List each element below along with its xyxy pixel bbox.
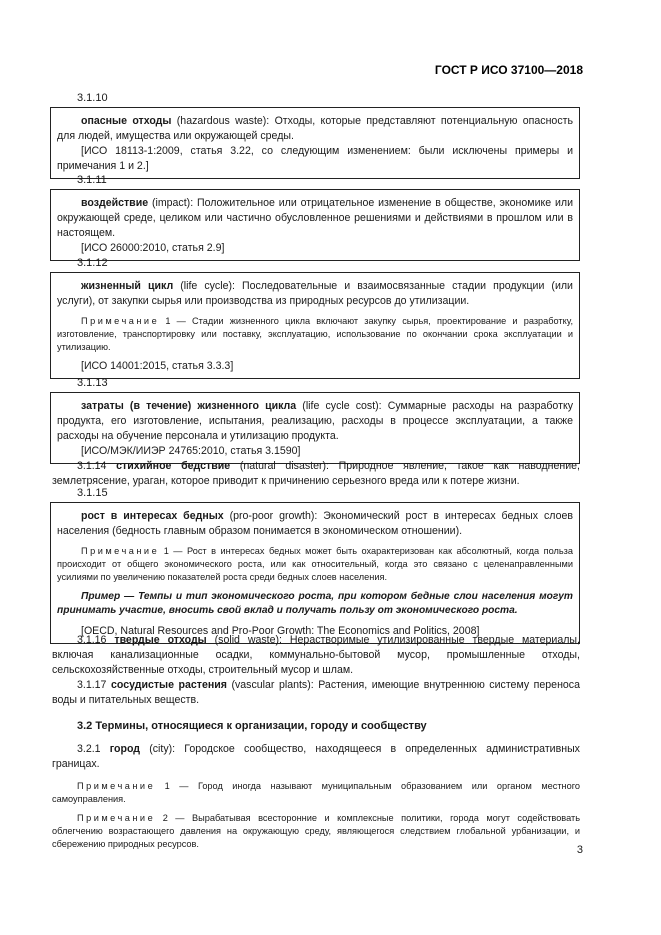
- section-title: 3.2 Термины, относящиеся к организации, городу и сообществу: [77, 720, 427, 732]
- note: Примечание 2 — Вырабатывая всесторонние и комплексные политики, города могут содействовать облегчению возрастающего давления на окружающую среду, являющегося следствием глобальной урбанизации, и сбережению природных ресурсов.: [52, 813, 580, 849]
- definition: 3.1.16 твердые отходы (solid waste): Нерастворимые утилизированные твердые материалы, включая канализационные осадки, коммунально-бытовой мусор, промышленные отходы, сельскохозяйственные отходы, строительный мусор и шлам.: [52, 634, 580, 676]
- page-number: 3: [576, 844, 583, 856]
- definition: 3.1.14 стихийное бедствие (natural disaster): Природное явление, такое как наводнение, землетрясение, ураган, которое приводит к причинению серьезного вреда или к потере жизни.: [52, 460, 580, 487]
- entry-number: 3.1.10: [77, 92, 108, 104]
- source-reference: [ИСО 26000:2010, статья 2.9]: [81, 242, 225, 254]
- term: стихийное бедствие: [116, 460, 231, 472]
- term-box-life-cycle: [50, 272, 580, 379]
- source-reference: [ИСО 18113-1:2009, статья 3.22, со следующим изменением: были исключены примеры и примечания 1 и 2.]: [57, 145, 573, 172]
- definition: воздействие (impact): Положительное или отрицательное изменение в обществе, экономике или окружающей среде, целиком или частично обусловленное решениями и действиями в прошлом или в настоящем.: [57, 197, 573, 239]
- definition: 3.2.1 город (city): Городское сообщество, находящееся в определенных административных границах.: [52, 743, 580, 770]
- entry-number: 3.1.12: [77, 257, 108, 269]
- entry-natural-disaster: [52, 459, 580, 489]
- note: Примечание 1 — Стадии жизненного цикла включают закупку сырья, проектирование и разработку, изготовление, транспортировку или поставку, эксплуатацию, использование по окончании срока эксплуатации и утилизацию.: [57, 316, 573, 352]
- term: опасные отходы: [81, 115, 172, 127]
- note: Примечание 1 — Город иногда называют муниципальным образованием или органом местного самоуправления.: [52, 781, 580, 804]
- term: воздействие: [81, 197, 149, 209]
- definition: опасные отходы (hazardous waste): Отходы, которые представляют потенциальную опасность для людей, имущества или окружающей среды.: [57, 115, 573, 142]
- source-reference: [ИСО 14001:2015, статья 3.3.3]: [81, 360, 234, 372]
- definition: 3.1.17 сосудистые растения (vascular plants): Растения, имеющие внутреннюю систему переноса воды и питательных веществ.: [52, 679, 580, 706]
- term-box-hazardous-waste: [50, 107, 580, 179]
- source-reference: [OECD, Natural Resources and Pro-Poor Growth: The Economics and Politics, 2008]: [81, 625, 480, 637]
- term: твердые отходы: [114, 634, 207, 646]
- definition: рост в интересах бедных (pro-poor growth): Экономический рост в интересах бедных слоев населения (бедность главным образом понимается в экономическом отношении).: [57, 510, 574, 537]
- term-box-impact: [50, 189, 580, 261]
- document-header: ГОСТ Р ИСО 37100—2018: [434, 63, 583, 77]
- term: город: [109, 743, 141, 755]
- entry-number: 3.1.11: [77, 174, 107, 186]
- entry-number: 3.1.13: [77, 377, 108, 389]
- term: жизненный цикл: [81, 280, 174, 292]
- term: рост в интересах бедных: [81, 510, 224, 522]
- section-3-2: [52, 719, 580, 856]
- term: сосудистые растения: [111, 679, 227, 691]
- definition: затраты (в течение) жизненного цикла (life cycle cost): Суммарные расходы на разработку продукта, его изготовление, испытания, реализацию, расходы в процессе эксплуатации, а также расходы на обучение персонала и утилизацию продукта.: [57, 400, 573, 442]
- entry-number: 3.1.15: [77, 487, 108, 499]
- term: затраты (в течение) жизненного цикла: [81, 400, 297, 412]
- definition: жизненный цикл (life cycle): Последовательные и взаимосвязанные стадии продукции (или услуги), от закупки сырья или производства из природных ресурсов до утилизации.: [57, 280, 573, 307]
- source-reference: [ИСО/МЭК/ИИЭР 24765:2010, статья 3.1590]: [81, 445, 301, 457]
- entries-solid-waste-vascular-plants: [52, 633, 580, 708]
- note: Примечание 1 — Рост в интересах бедных может быть охарактеризован как абсолютный, когда польза происходит от общего экономического роста, или как относительный, когда это связано с целенаправленными усилиями по увеличению показателей роста среди бедных слоев населения.: [57, 546, 573, 582]
- example: Пример — Темпы и тип экономического роста, при котором бедные слои населения могут принимать участие, вносить свой вклад и получать пользу от экономического роста.: [57, 591, 573, 616]
- term-box-pro-poor-growth: [50, 502, 580, 644]
- term-box-life-cycle-cost: [50, 392, 580, 464]
